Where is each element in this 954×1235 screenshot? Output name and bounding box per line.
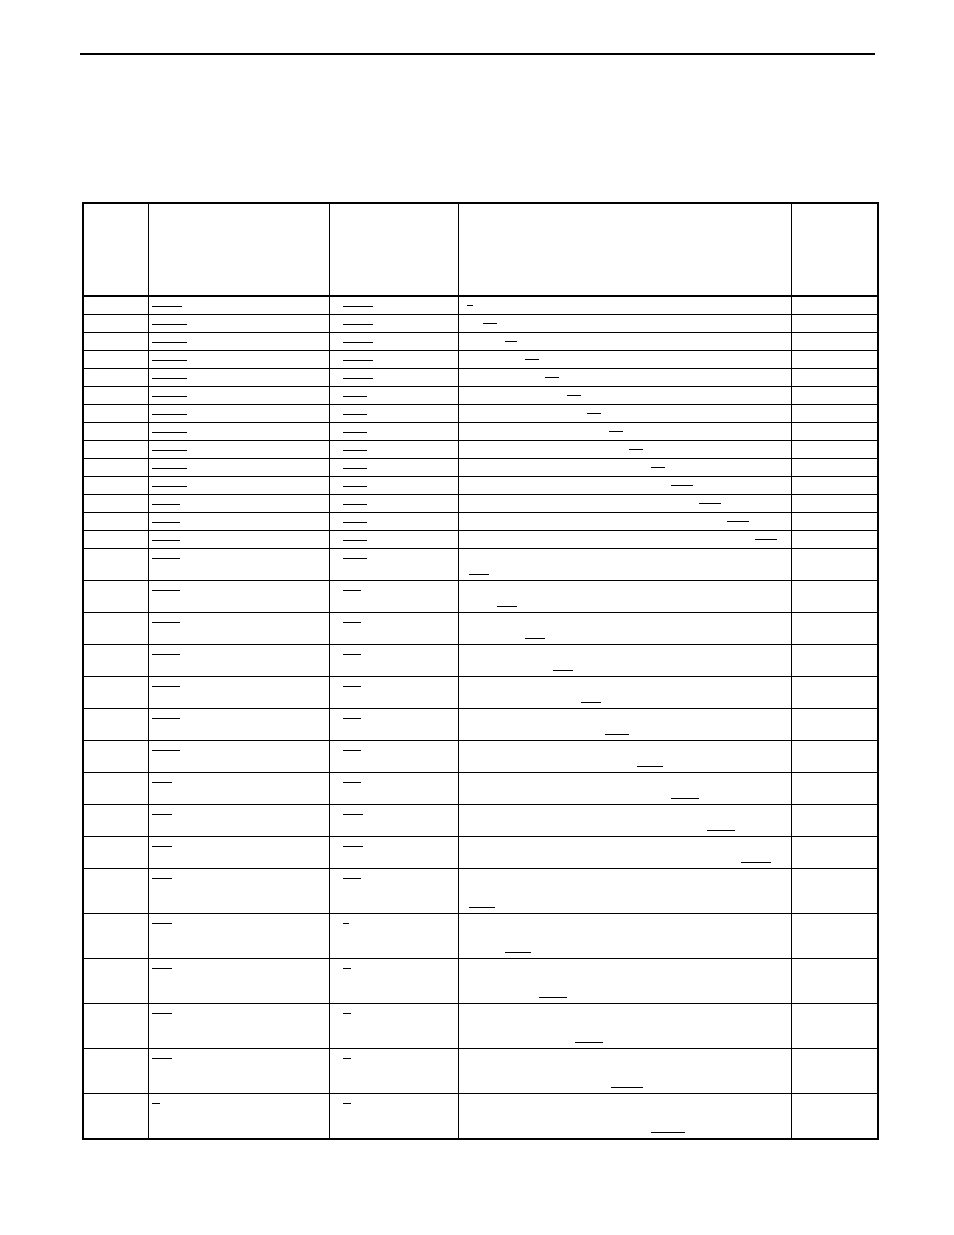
blank-line [343,558,367,559]
blank-line [629,449,643,450]
table-row [83,441,878,459]
table-row [83,296,878,315]
table-cell [791,709,878,741]
table-cell [458,495,791,513]
blank-line [553,670,573,671]
blank-line [152,750,180,751]
blank-line [483,323,497,324]
table-cell [148,837,329,869]
blank-line [343,878,361,879]
table-cell [83,773,148,805]
blank-line [707,830,735,831]
blank-line [152,654,180,655]
table-cell [83,549,148,581]
blank-line [755,539,777,540]
blank-line [525,359,539,360]
blank-line [343,923,349,924]
blank-line [343,750,361,751]
column-header [458,203,791,296]
table-cell [329,296,458,315]
blank-line [567,395,581,396]
blank-line [671,798,699,799]
table-cell [458,459,791,477]
table-body [83,296,878,1139]
blank-line [343,378,373,379]
table-row [83,1004,878,1049]
table-row [83,387,878,405]
blank-line [152,782,172,783]
table-row [83,405,878,423]
table-cell [83,677,148,709]
table-cell [791,613,878,645]
table-cell [83,837,148,869]
table-cell [329,959,458,1004]
table-row [83,869,878,914]
table-row [83,1049,878,1094]
blank-line [152,1058,172,1059]
blank-line [343,504,367,505]
table-cell [148,351,329,369]
table-cell [791,645,878,677]
table-cell [148,869,329,914]
table-cell [329,709,458,741]
table-cell [458,709,791,741]
table-cell [791,369,878,387]
blank-line [343,622,361,623]
table-cell [791,333,878,351]
table-cell [791,914,878,959]
table-cell [148,581,329,613]
blank-line [469,574,489,575]
table-row [83,1094,878,1140]
table-cell [329,837,458,869]
table-cell [148,387,329,405]
table-cell [458,914,791,959]
blank-line [699,503,721,504]
table-cell [791,741,878,773]
table-cell [83,914,148,959]
blank-line [651,1132,685,1133]
table-cell [791,837,878,869]
table-row [83,315,878,333]
blank-line [505,952,531,953]
table-cell [458,1004,791,1049]
blank-line [469,907,495,908]
table-cell [83,351,148,369]
table-cell [148,441,329,459]
table-cell [83,405,148,423]
blank-line [152,324,187,325]
table-row [83,645,878,677]
blank-line [637,766,663,767]
table-cell [329,914,458,959]
table-cell [458,645,791,677]
table-cell [83,477,148,495]
table-row [83,495,878,513]
table-cell [148,959,329,1004]
table-cell [148,549,329,581]
table-cell [458,477,791,495]
blank-line [581,702,601,703]
blank-line [152,540,180,541]
table-row [83,423,878,441]
table-cell [458,837,791,869]
table-cell [458,369,791,387]
table-cell [148,773,329,805]
table-cell [458,549,791,581]
table-cell [791,351,878,369]
blank-line [152,306,182,307]
table-cell [329,477,458,495]
table-cell [83,387,148,405]
blank-line [343,360,373,361]
table-cell [329,805,458,837]
table-cell [83,805,148,837]
blank-line [152,622,180,623]
table-cell [329,645,458,677]
blank-line [505,341,517,342]
blank-line [152,396,187,397]
blank-line [343,468,367,469]
table-row [83,477,878,495]
blank-line [152,1013,172,1014]
table-cell [458,423,791,441]
blank-line [152,378,187,379]
table-cell [83,423,148,441]
table-cell [148,459,329,477]
table-cell [83,645,148,677]
table-row [83,959,878,1004]
blank-line [575,1042,603,1043]
table-cell [148,513,329,531]
blank-line [152,504,180,505]
blank-line [343,432,367,433]
table-cell [458,959,791,1004]
blank-line [152,414,187,415]
table-cell [458,581,791,613]
table-cell [329,581,458,613]
blank-line [343,522,367,523]
table-cell [329,513,458,531]
table-cell [148,613,329,645]
blank-line [343,968,351,969]
table-row [83,613,878,645]
table-cell [329,351,458,369]
table-cell [791,1004,878,1049]
blank-line [152,450,187,451]
blank-line [343,782,361,783]
table-row [83,549,878,581]
table-cell [148,405,329,423]
table-cell [329,677,458,709]
table-row [83,805,878,837]
blank-line [152,522,180,523]
data-table [82,202,879,1140]
table-row [83,677,878,709]
table-cell [83,581,148,613]
table-cell [148,709,329,741]
blank-line [343,1013,351,1014]
table-cell [83,459,148,477]
table-cell [83,1094,148,1140]
table-cell [148,369,329,387]
blank-line [343,450,367,451]
table-cell [791,441,878,459]
blank-line [152,486,187,487]
table-cell [791,405,878,423]
table-cell [791,869,878,914]
table-cell [791,459,878,477]
table-cell [329,459,458,477]
table-row [83,531,878,549]
table-cell [148,677,329,709]
blank-line [343,342,373,343]
column-header [329,203,458,296]
table-row [83,333,878,351]
table-cell [148,423,329,441]
table-cell [791,531,878,549]
header-rule [80,53,875,55]
table-cell [83,869,148,914]
table-cell [791,315,878,333]
table-cell [329,869,458,914]
table-cell [791,805,878,837]
table-cell [791,1094,878,1140]
column-header [791,203,878,296]
table-cell [148,645,329,677]
blank-line [343,718,361,719]
table-cell [791,549,878,581]
table-cell [329,387,458,405]
table-cell [791,1049,878,1094]
table-cell [791,477,878,495]
table-cell [791,387,878,405]
blank-line [152,718,180,719]
blank-line [152,814,172,815]
blank-line [343,686,361,687]
table-cell [458,869,791,914]
table-cell [791,495,878,513]
column-header [83,203,148,296]
blank-line [727,521,749,522]
blank-line [152,468,187,469]
table-cell [148,805,329,837]
table-cell [83,959,148,1004]
blank-line [343,306,373,307]
table-cell [329,495,458,513]
blank-line [343,540,367,541]
table-cell [83,613,148,645]
blank-line [343,814,363,815]
blank-line [152,342,187,343]
blank-line [152,968,172,969]
blank-line [343,654,361,655]
table-cell [791,773,878,805]
column-header [148,203,329,296]
table-cell [458,333,791,351]
table-cell [83,495,148,513]
table-cell [83,1049,148,1094]
blank-line [525,638,545,639]
blank-line [343,414,367,415]
table-cell [329,1094,458,1140]
table-row [83,709,878,741]
blank-line [671,485,693,486]
blank-line [152,558,180,559]
table-cell [329,315,458,333]
table-cell [458,387,791,405]
table-cell [458,513,791,531]
table-cell [83,513,148,531]
table-cell [148,1049,329,1094]
table-cell [148,333,329,351]
table-cell [458,613,791,645]
table-row [83,837,878,869]
blank-line [545,377,559,378]
blank-line [605,734,629,735]
table-cell [791,677,878,709]
blank-line [587,413,601,414]
table-cell [148,296,329,315]
table-cell [329,741,458,773]
blank-line [152,1103,160,1104]
blank-line [343,396,367,397]
table-cell [329,531,458,549]
table-cell [458,677,791,709]
table-cell [329,423,458,441]
table-cell [329,1049,458,1094]
table-cell [83,441,148,459]
table-cell [791,959,878,1004]
table-cell [148,477,329,495]
table-cell [458,315,791,333]
blank-line [497,606,517,607]
table-cell [83,1004,148,1049]
blank-line [343,590,361,591]
table-cell [148,531,329,549]
table-row [83,351,878,369]
blank-line [152,686,180,687]
table-cell [791,423,878,441]
blank-line [611,1087,643,1088]
table-cell [83,531,148,549]
table-cell [148,741,329,773]
table-header-row [83,203,878,296]
table-cell [83,741,148,773]
table-cell [458,741,791,773]
table-cell [329,333,458,351]
table-row [83,513,878,531]
table-cell [329,1004,458,1049]
blank-line [343,486,367,487]
table-cell [458,405,791,423]
blank-line [343,846,363,847]
table-cell [83,296,148,315]
table-cell [148,1094,329,1140]
blank-line [152,846,172,847]
blank-line [343,1058,351,1059]
table-cell [458,1094,791,1140]
table-row [83,914,878,959]
table-row [83,369,878,387]
table-cell [329,613,458,645]
blank-line [152,360,187,361]
blank-line [609,431,623,432]
table-cell [458,773,791,805]
table-cell [329,773,458,805]
table-cell [458,531,791,549]
table-cell [329,405,458,423]
table-cell [458,805,791,837]
table-cell [148,1004,329,1049]
blank-line [152,923,172,924]
table-cell [791,581,878,613]
table-cell [329,441,458,459]
table-cell [329,369,458,387]
blank-line [343,1103,351,1104]
table-row [83,459,878,477]
table-cell [83,333,148,351]
table-row [83,741,878,773]
table-cell [83,709,148,741]
table-cell [148,914,329,959]
table-cell [83,315,148,333]
blank-line [152,590,180,591]
table-cell [458,441,791,459]
table-row [83,581,878,613]
blank-line [651,467,665,468]
table-cell [83,369,148,387]
table-row [83,773,878,805]
blank-line [152,878,172,879]
blank-line [741,862,771,863]
blank-line [152,432,187,433]
table-cell [791,296,878,315]
table-cell [148,495,329,513]
table-cell [458,351,791,369]
blank-line [539,997,567,998]
blank-line [467,305,473,306]
table-cell [458,1049,791,1094]
table-cell [148,315,329,333]
table-cell [458,296,791,315]
blank-line [343,324,373,325]
table-cell [791,513,878,531]
table-cell [329,549,458,581]
